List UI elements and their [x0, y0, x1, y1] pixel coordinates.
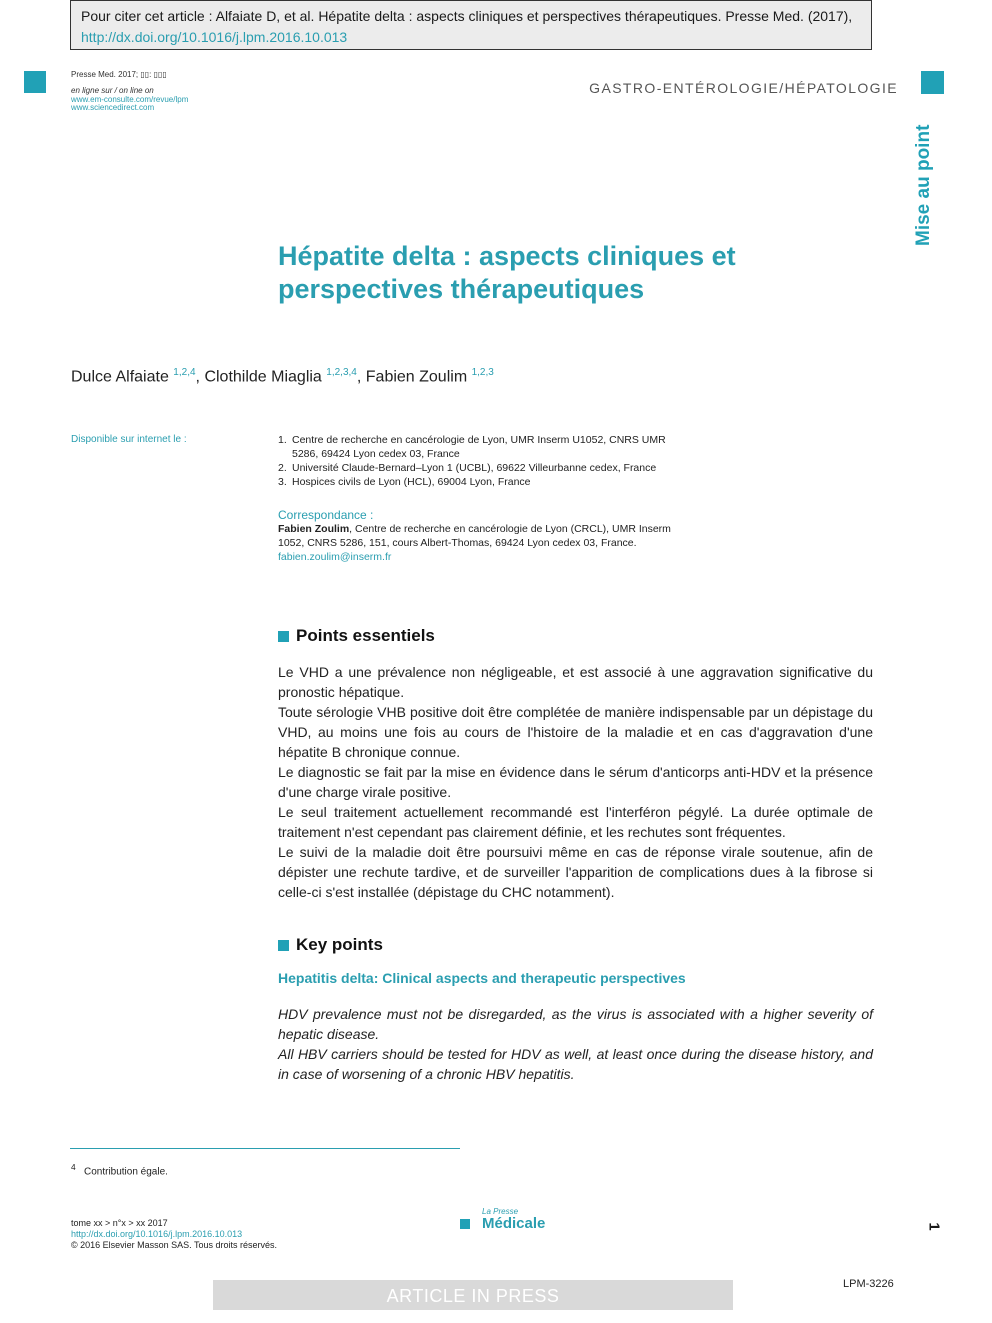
paragraph: HDV prevalence must not be disregarded, as the virus is associated with a higher severity of hepatic disease.: [278, 1006, 873, 1042]
footnote-mark: 4: [71, 1162, 76, 1172]
author-name: Dulce Alfaiate: [71, 368, 169, 386]
citation-box: [70, 0, 872, 50]
footer-copyright: © 2016 Elsevier Masson SAS. Tous droits réservés.: [71, 1240, 278, 1250]
footnote: [71, 1162, 168, 1177]
presse-medicale-logo: [460, 1208, 545, 1232]
key-points-subtitle: Hepatitis delta: Clinical aspects and therapeutic perspectives: [278, 970, 686, 986]
affiliation-item: 3. Hospices civils de Lyon (HCL), 69004 Lyon, France: [278, 476, 531, 488]
author-affiliation-sup: 1,2,4: [173, 367, 196, 378]
logo-small-text: La Presse: [482, 1207, 519, 1216]
author-affiliation-sup: 1,2,3,4: [326, 367, 357, 378]
author-affiliation-sup: 1,2,3: [471, 367, 494, 378]
footer-info: [71, 1218, 277, 1251]
key-points-body: [278, 1004, 873, 1084]
citation-doi-link[interactable]: http://dx.doi.org/10.1016/j.lpm.2016.10.013: [81, 29, 348, 45]
citation-text: Pour citer cet article : Alfaiate D, et al. Hépatite delta : aspects cliniques et perspectives thérapeutiques. Presse Med. (2017),: [81, 8, 853, 24]
logo-big-text: Médicale: [482, 1215, 546, 1232]
vertical-label: [913, 118, 953, 248]
lpm-code: LPM-3226: [843, 1278, 894, 1290]
logo-square-icon: [460, 1219, 470, 1229]
correspondence-label: Correspondance :: [278, 508, 374, 522]
correspondence-email-link[interactable]: fabien.zoulim@inserm.fr: [278, 551, 392, 563]
footer-tome: tome xx > n°x > xx 2017: [71, 1218, 168, 1228]
key-points-heading: Key points: [278, 935, 383, 955]
mise-au-point-label: Mise au point: [913, 124, 934, 246]
article-in-press-banner: ARTICLE IN PRESS: [213, 1280, 733, 1310]
author-name: Clothilde Miaglia: [204, 368, 322, 386]
heading-bullet: [278, 940, 289, 951]
section-marker-square: [921, 71, 944, 94]
paragraph: Le suivi de la maladie doit être poursuivi même en cas de réponse virale soutenue, afin de dépister une rechute tardive, et de surveiller l'apparition de complications dues à la fibrose si celle-ci s'est installée (dépistage du CHC notamment).: [278, 844, 873, 900]
paragraph: Le VHD a une prévalence non négligeable, et est associé à une aggravation significative du pronostic hépatique.: [278, 664, 873, 700]
section-tag: GASTRO-ENTÉROLOGIE/HÉPATOLOGIE: [589, 80, 898, 96]
paragraph: Le diagnostic se fait par la mise en évidence dans le sérum d'anticorps anti-HDV et la présence d'une charge virale positive.: [278, 764, 873, 800]
correspondence-name: Fabien Zoulim: [278, 523, 350, 535]
affiliations: [278, 433, 678, 489]
em-consulte-link[interactable]: www.em-consulte.com/revue/lpm: [71, 95, 189, 104]
affiliation-item: 2. Université Claude-Bernard–Lyon 1 (UCBL), 69622 Villeurbanne cedex, France: [278, 462, 657, 474]
journal-marker-square: [24, 71, 46, 93]
points-essentiels-heading: Points essentiels: [278, 626, 435, 646]
footnote-text: Contribution égale.: [83, 1166, 168, 1178]
journal-line: Presse Med. 2017; ▯▯: ▯▯▯: [71, 70, 167, 79]
sciencedirect-link[interactable]: www.sciencedirect.com: [71, 103, 155, 112]
paragraph: Toute sérologie VHB positive doit être complétée de manière indispensable par un dépistage du VHD, au moins une fois au cours de l'histoire de la maladie et en cas d'aggravation d'une hépatite B chronique connue.: [278, 704, 873, 760]
authors: Dulce Alfaiate $^{1,2,4}$, Clothilde Miaglia $^{1,2,3,4}$, Fabien Zoulim $^{1,2,3}$: [71, 367, 494, 386]
author-name: Fabien Zoulim: [365, 368, 468, 386]
affiliation-item: 1. Centre de recherche en cancérologie de Lyon, UMR Inserm U1052, CNRS UMR 5286, 69424 Lyon cedex 03, France: [278, 434, 666, 460]
paragraph: Le seul traitement actuellement recommandé est l'interféron pégylé. La durée optimale de traitement n'est cependant pas clairement définie, et les rechutes sont fréquentes.: [278, 804, 873, 840]
article-title: Hépatite delta : aspects cliniques et perspectives thérapeutiques: [278, 241, 736, 304]
online-label: en ligne sur / on line on: [71, 86, 154, 95]
correspondence-address: Fabien Zoulim, Centre de recherche en cancérologie de Lyon (CRCL), UMR Inserm 1052, CNRS 5286, 151, cours Albert-Thomas, 69424 Lyon cedex 03, France.: [278, 523, 671, 549]
paragraph: All HBV carriers should be tested for HDV as well, at least once during the disease history, and in case of worsening of a chronic HBV hepatitis.: [278, 1046, 873, 1082]
page-number: 1: [925, 1222, 943, 1231]
heading-bullet: [278, 631, 289, 642]
correspondence: [278, 508, 678, 564]
footnote-divider: [70, 1148, 460, 1149]
footer-doi-link[interactable]: http://dx.doi.org/10.1016/j.lpm.2016.10.013: [71, 1229, 243, 1239]
available-label: Disponible sur internet le :: [71, 434, 187, 445]
points-essentiels-body: [278, 662, 873, 902]
